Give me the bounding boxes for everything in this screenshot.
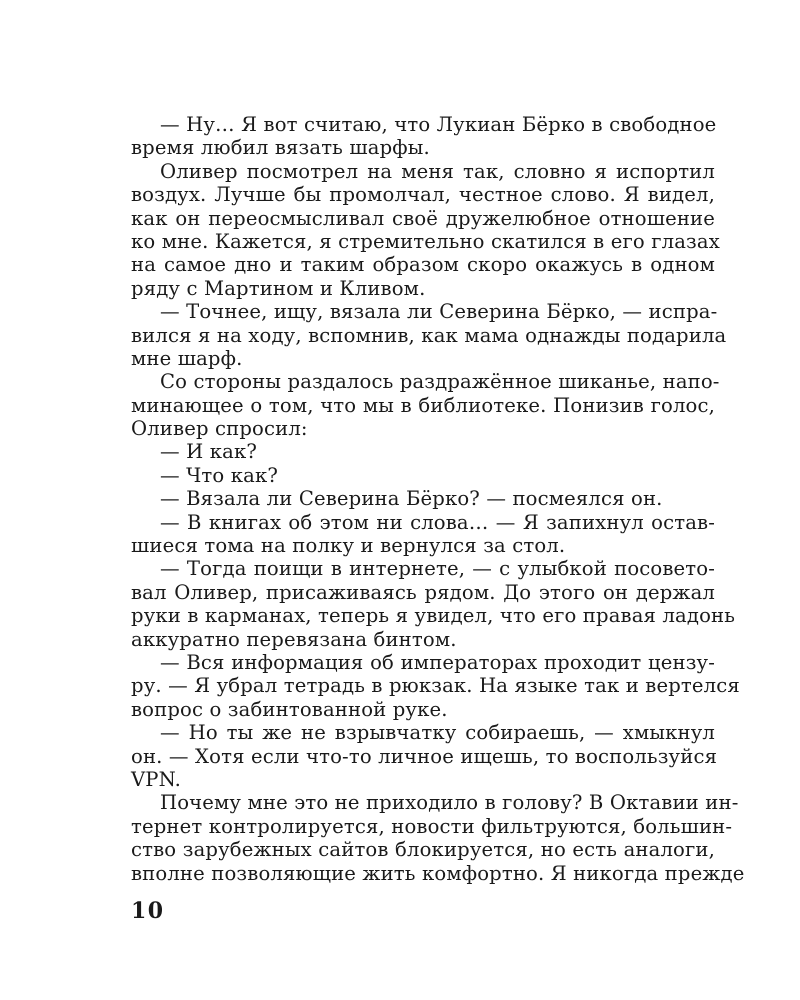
text-line: — Ну… Я вот считаю, что Лукиан Бёрко в свободное [160, 113, 717, 136]
text-line: аккуратно перевязана бинтом. [131, 627, 457, 651]
text-line: — И как? [160, 440, 258, 464]
text-line: тернет контролируется, новости фильтруются, большин- [131, 814, 733, 838]
text-line: как он переосмысливал своё дружелюбное отношение [131, 206, 715, 230]
text-line: вал Оливер, присаживаясь рядом. До этого он держал [131, 580, 715, 604]
text-line: — Но ты же не взрывчатку собираешь, — хмыкнул [160, 721, 715, 745]
text-line: VPN. [131, 767, 182, 791]
text-line: мне шарф. [131, 346, 243, 370]
text-line: — Вся информация об императорах проходит цензу- [160, 650, 715, 674]
text-line: Оливер спросил: [131, 417, 308, 441]
text-line: — В книгах об этом ни слова… — Я запихнул остав- [160, 510, 715, 534]
text-line: ство зарубежных сайтов блокируется, но есть аналоги, [131, 838, 715, 862]
text-line: на самое дно и таким образом скоро окажусь в одном [131, 253, 715, 277]
text-line: шиеся тома на полку и вернулся за стол. [131, 534, 566, 558]
text-line: Почему мне это не приходило в голову? В Октавии ин- [160, 791, 739, 815]
text-line: вился я на ходу, вспомнив, как мама однажды подарила [131, 323, 727, 347]
text-line: время любил вязать шарфы. [131, 136, 430, 160]
body-text [131, 113, 745, 885]
text-line: — Точнее, ищу, вязала ли Северина Бёрко, — испра- [160, 300, 718, 324]
text-line: он. — Хотя если что-то личное ищешь, то воспользуйся [131, 744, 718, 768]
text-line: ко мне. Кажется, я стремительно скатился в его глазах [131, 229, 720, 253]
text-line: вполне позволяющие жить комфортно. Я никогда прежде [131, 861, 745, 885]
text-line: Со стороны раздалось раздражённое шиканье, напо- [160, 370, 720, 394]
text-line: руки в карманах, теперь я увидел, что его правая ладонь [131, 604, 736, 628]
text-line: Оливер посмотрел на меня так, словно я испортил [160, 159, 715, 183]
text-line: ряду с Мартином и Кливом. [131, 276, 426, 300]
text-line: — Что как? [160, 463, 279, 487]
text-line: — Тогда поищи в интернете, — с улыбкой посовето- [160, 557, 715, 581]
text-line: ру. — Я убрал тетрадь в рюкзак. На языке так и вертелся [131, 674, 740, 698]
text-line: — Вязала ли Северина Бёрко? — посмеялся он. [160, 487, 663, 511]
text-line: вопрос о забинтованной руке. [131, 697, 448, 721]
text-line: минающее о том, что мы в библиотеке. Понизив голос, [131, 393, 715, 417]
text-line: воздух. Лучше бы промолчал, честное слово. Я видел, [131, 183, 715, 207]
page-number: 10 [131, 898, 165, 924]
